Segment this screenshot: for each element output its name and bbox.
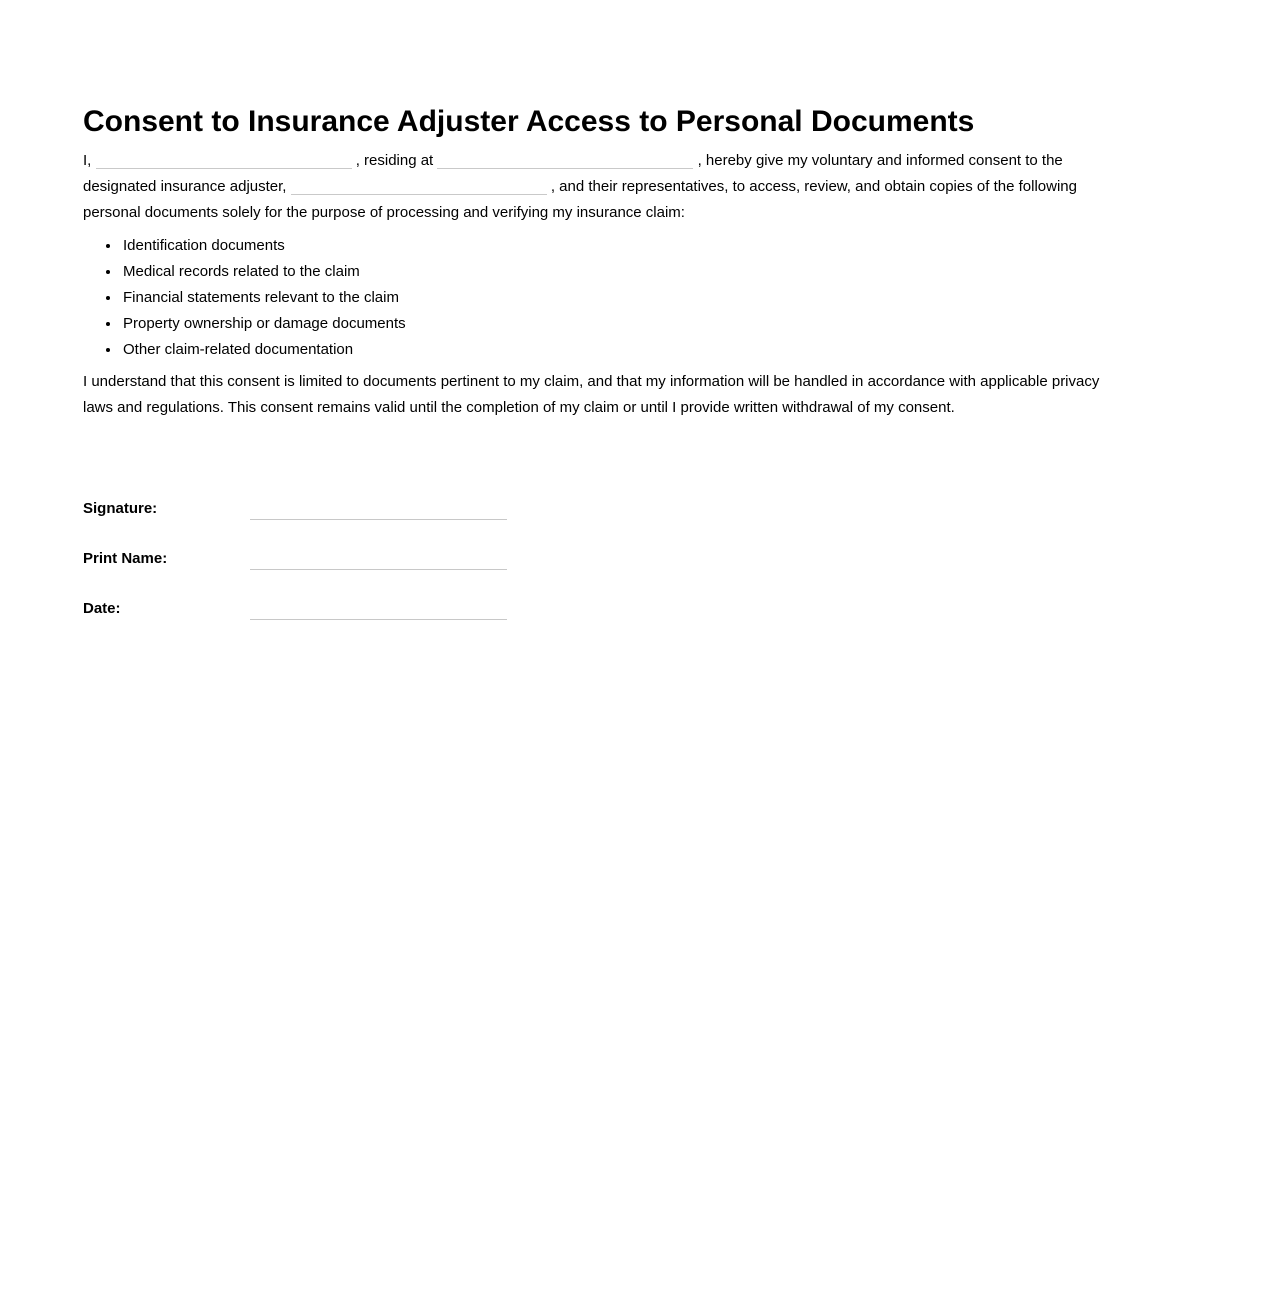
date-row bbox=[83, 598, 1173, 620]
intro-text-lead: I, bbox=[83, 152, 92, 169]
signature-block bbox=[83, 498, 1173, 620]
intro-text-adjuster: designated insurance adjuster, bbox=[83, 178, 287, 195]
intro-text-purpose: personal documents solely for the purpose of processing and verifying my insurance claim: bbox=[83, 204, 685, 221]
intro-text-residing: , residing at bbox=[355, 152, 434, 169]
signature-row bbox=[83, 498, 1173, 520]
list-item-other-documentation: • Other claim-related documentation bbox=[121, 337, 1173, 363]
documents-list bbox=[83, 233, 1173, 363]
closing-text-line2: laws and regulations. This consent remains valid until the completion of my claim or until I provide written withdrawal of my consent. bbox=[83, 399, 955, 416]
signature-line[interactable] bbox=[250, 498, 507, 520]
list-item-identification: • Identification documents bbox=[121, 233, 1173, 259]
print-name-line[interactable] bbox=[250, 548, 507, 570]
print-name-row bbox=[83, 548, 1173, 570]
declarant-name-blank[interactable] bbox=[96, 153, 352, 169]
closing-paragraph bbox=[83, 369, 1173, 421]
print-name-label: Print Name: bbox=[83, 550, 168, 567]
list-item-financial-statements: • Financial statements relevant to the claim bbox=[121, 285, 1173, 311]
date-label: Date: bbox=[83, 600, 121, 617]
document-content bbox=[83, 106, 1173, 648]
intro-paragraph bbox=[83, 148, 1173, 226]
closing-text-line1: I understand that this consent is limited to documents pertinent to my claim, and that my information will be handled in accordance with applicable privacy bbox=[83, 373, 1100, 390]
intro-text-representatives: , and their representatives, to access, review, and obtain copies of the following bbox=[550, 178, 1077, 195]
date-line[interactable] bbox=[250, 598, 507, 620]
list-item-property-ownership: • Property ownership or damage documents bbox=[121, 311, 1173, 337]
document-title: Consent to Insurance Adjuster Access to Personal Documents bbox=[83, 105, 975, 138]
signature-label: Signature: bbox=[83, 500, 158, 517]
adjuster-name-blank[interactable] bbox=[291, 179, 547, 195]
list-item-medical-records: • Medical records related to the claim bbox=[121, 259, 1173, 285]
intro-text-consent: , hereby give my voluntary and informed consent to the bbox=[697, 152, 1063, 169]
address-blank[interactable] bbox=[437, 153, 693, 169]
